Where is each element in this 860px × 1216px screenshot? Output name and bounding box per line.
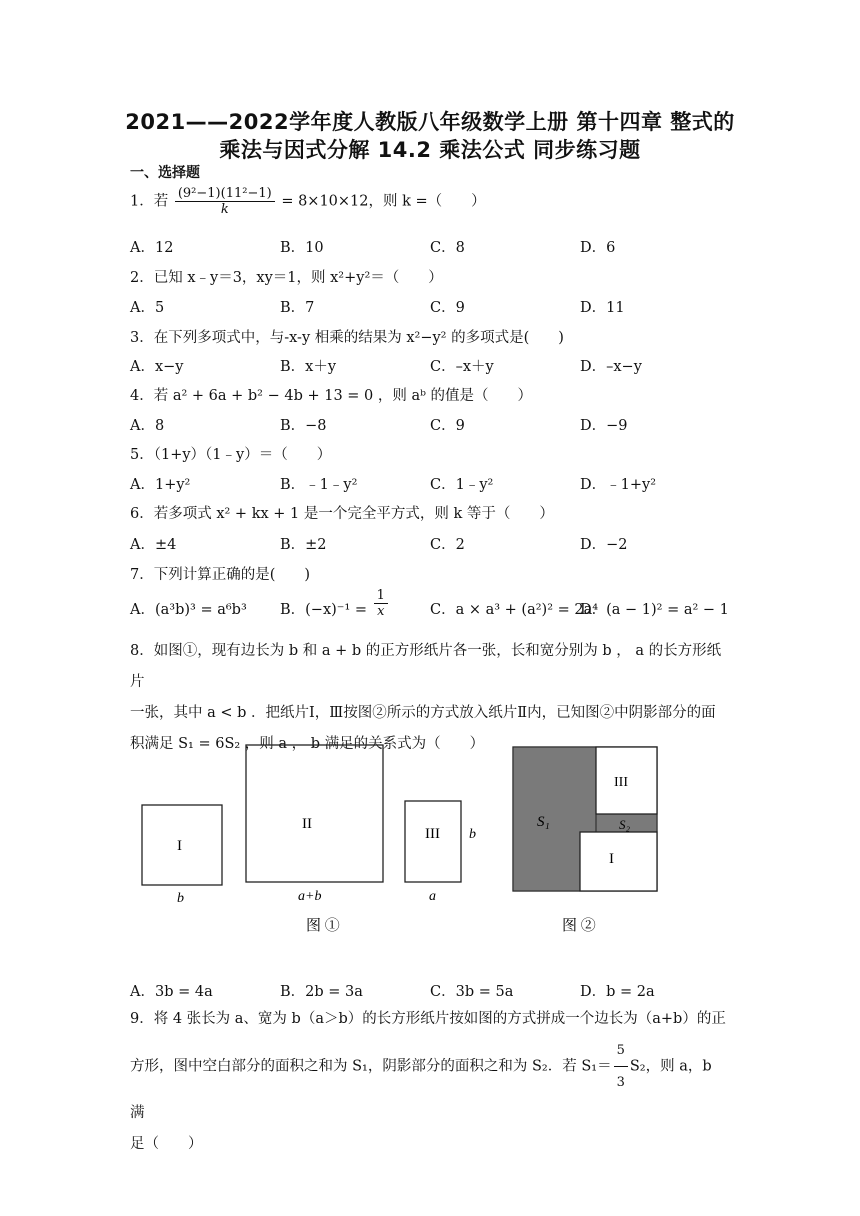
fig1-label-ii: II	[302, 816, 312, 832]
fig2-square-i	[580, 832, 657, 891]
fig1-label-rect-a: a	[429, 889, 436, 904]
fig2-label-s1: S₁	[537, 814, 550, 830]
q1-frac-den: k	[220, 202, 229, 217]
q7-option-c[interactable]: C．a × a³ + (a²)² = 2a⁴	[430, 602, 599, 618]
fig1-square-i	[142, 805, 222, 885]
q9-frac-num: 5	[614, 1035, 628, 1067]
q1-option-d[interactable]: D．6	[580, 240, 616, 256]
fig2-label-s2: S₂	[619, 817, 631, 832]
q4-option-a[interactable]: A．8	[130, 418, 165, 434]
q1-option-b[interactable]: B．10	[280, 240, 324, 256]
q2-option-a[interactable]: A．5	[130, 300, 165, 316]
q8-figure	[0, 730, 860, 940]
q6-option-a[interactable]: A．±4	[130, 537, 177, 553]
q6-option-c[interactable]: C．2	[430, 537, 465, 553]
q8-option-d[interactable]: D．b = 2a	[580, 984, 655, 1000]
question-3: 3．在下列多项式中，与-x-y 相乘的结果为 x²−y² 的多项式是( )	[130, 330, 564, 346]
question-1	[130, 186, 486, 217]
fig1-label-rect-b: b	[469, 827, 476, 842]
fig2-label-iii: III	[614, 775, 628, 790]
q8-line-2: 一张，其中 a < b ．把纸片Ⅰ，Ⅲ按图②所示的方式放入纸片Ⅱ内，已知图②中阴影部分的面	[130, 705, 716, 721]
q2-option-b[interactable]: B．7	[280, 300, 315, 316]
q7-option-d[interactable]: D．(a − 1)² = a² − 1	[580, 602, 729, 618]
question-9	[130, 1004, 730, 1160]
q5-option-d[interactable]: D．﹣1+y²	[580, 477, 657, 493]
q3-option-d[interactable]: D．–x−y	[580, 359, 642, 375]
q9-line-2-post: S₂，则 a，b 满	[130, 1058, 712, 1121]
question-5: 5．（1+y）（1﹣y）＝（ ）	[130, 447, 332, 463]
section-heading: 一、选择题	[130, 165, 200, 181]
fig1-square-ii	[246, 745, 383, 882]
q9-line-3: 足（ ）	[130, 1136, 203, 1152]
q7-option-b-fraction	[374, 588, 388, 619]
q9-fraction	[614, 1035, 628, 1098]
q5-option-a[interactable]: A．1+y²	[130, 477, 191, 493]
q7-b-frac-num: 1	[374, 588, 388, 604]
question-6: 6．若多项式 x² + kx + 1 是一个完全平方式，则 k 等于（ ）	[130, 506, 554, 522]
fig1-label-b: b	[177, 891, 184, 906]
q6-option-d[interactable]: D．−2	[580, 537, 628, 553]
fig1-label-a-plus-b: a+b	[298, 889, 322, 904]
q1-frac-num: (9²−1)(11²−1)	[175, 186, 275, 202]
caption-figure-2: 图 ②	[562, 918, 596, 934]
q7-b-frac-den: x	[377, 603, 385, 619]
q3-option-a[interactable]: A．x−y	[130, 359, 184, 375]
q7-option-a[interactable]: A．(a³b)³ = a⁶b³	[130, 602, 247, 618]
q8-line-3: 积满足 S₁ = 6S₂ ，则 a ， b 满足的关系式为（ ）	[130, 736, 485, 752]
q4-option-c[interactable]: C．9	[430, 418, 465, 434]
q8-option-b[interactable]: B．2b = 3a	[280, 984, 363, 1000]
title-line-1: 2021——2022学年度人教版八年级数学上册 第十四章 整式的	[125, 110, 735, 134]
q9-line-1: 9．将 4 张长为 a、宽为 b（a＞b）的长方形纸片按如图的方式拼成一个边长为（a+b）的正	[130, 1011, 726, 1027]
fig1-label-i: I	[177, 838, 182, 854]
question-4: 4．若 a² + 6a + b² − 4b + 13 = 0 ，则 aᵇ 的值是（ ）	[130, 388, 533, 404]
q7-option-b[interactable]	[280, 587, 390, 619]
q1-stem-pre: 1．若	[130, 193, 169, 210]
fig2-label-i: I	[609, 851, 614, 867]
q9-line-2	[130, 1035, 730, 1129]
q7-option-b-text: B．(−x)⁻¹ =	[280, 602, 368, 618]
q5-option-c[interactable]: C．1﹣y²	[430, 477, 494, 493]
question-7: 7．下列计算正确的是( )	[130, 567, 311, 583]
q8-option-c[interactable]: C．3b = 5a	[430, 984, 514, 1000]
q4-option-b[interactable]: B．−8	[280, 418, 327, 434]
question-2: 2．已知 x﹣y＝3，xy＝1，则 x²+y²＝（ ）	[130, 270, 443, 286]
q4-option-d[interactable]: D．−9	[580, 418, 628, 434]
q8-line-1: 8．如图①，现有边长为 b 和 a + b 的正方形纸片各一张，长和宽分别为 b ， a 的长方形纸片	[130, 643, 722, 690]
q8-option-a[interactable]: A．3b = 4a	[130, 984, 213, 1000]
fig1-label-iii: III	[425, 826, 440, 842]
q2-option-c[interactable]: C．9	[430, 300, 465, 316]
q2-option-d[interactable]: D．11	[580, 300, 625, 316]
q5-option-b[interactable]: B．﹣1﹣y²	[280, 477, 358, 493]
q6-option-b[interactable]: B．±2	[280, 537, 327, 553]
q1-fraction	[175, 186, 275, 217]
q3-option-b[interactable]: B．x＋y	[280, 359, 337, 375]
title-line-2: 乘法与因式分解 14.2 乘法公式 同步练习题	[219, 138, 641, 162]
q9-line-2-pre: 方形，图中空白部分的面积之和为 S₁，阴影部分的面积之和为 S₂．若 S₁＝	[130, 1058, 612, 1075]
q1-option-a[interactable]: A．12	[130, 240, 174, 256]
q1-stem-post: = 8×10×12，则 k =（ ）	[281, 193, 486, 210]
q1-option-c[interactable]: C．8	[430, 240, 465, 256]
q9-frac-den: 3	[616, 1075, 625, 1090]
q3-option-c[interactable]: C．–x＋y	[430, 359, 494, 375]
caption-figure-1: 图 ①	[306, 918, 340, 934]
